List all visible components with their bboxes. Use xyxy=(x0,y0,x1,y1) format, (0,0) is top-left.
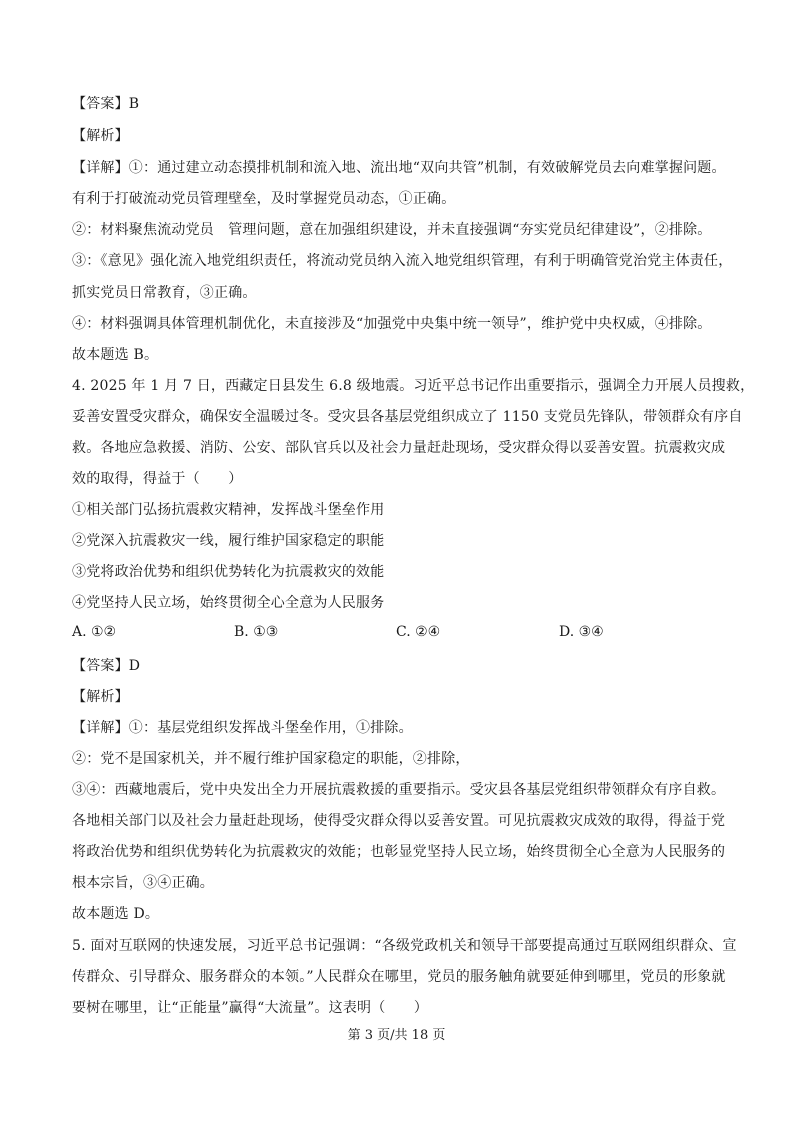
choice-b: B. ①③ xyxy=(234,624,279,640)
text-line: 【详解】①：通过建立动态摸排机制和流入地、流出地“双向共管”机制，有效破解党员去向难掌握问题。 xyxy=(72,160,726,176)
question-4-stem: 4. 2025 年 1 月 7 日，西藏定日县发生 6.8 级地震。习近平总书记作出重要指示，强调全力开展人员搜救， xyxy=(72,378,755,394)
page-footer: 第 3 页/共 18 页 xyxy=(347,1028,446,1043)
choice-a: A. ①② xyxy=(72,624,117,640)
text-line: ③：《意见》强化流入地党组织责任，将流动党员纳入流入地党组织管理，有利于明确管党治党主体责任， xyxy=(72,253,733,269)
statement-2: ②党深入抗震救灾一线，履行维护国家稳定的职能 xyxy=(72,533,385,549)
text-line: 救。各地应急救援、消防、公安、部队官兵以及社会力量赶赴现场，受灾群众得以妥善安置。抗震救灾成 xyxy=(72,440,726,456)
text-line: 故本题选 B。 xyxy=(72,347,159,363)
statement-4: ④党坚持人民立场，始终贯彻全心全意为人民服务 xyxy=(72,595,385,611)
text-line: ④：材料强调具体管理机制优化，未直接涉及“加强党中央集中统一领导”，维护党中央权威，④排除。 xyxy=(72,316,712,332)
text-line: 故本题选 D。 xyxy=(72,906,160,922)
choice-c: C. ②④ xyxy=(396,624,441,640)
question-5-stem: 5. 面对互联网的快速发展，习近平总书记强调：“各级党政机关和领导干部要提高通过互联网组织群众、宣 xyxy=(72,938,737,954)
text-line: 根本宗旨，③④正确。 xyxy=(72,875,214,891)
text-line: 有利于打破流动党员管理壁垒，及时掌握党员动态，①正确。 xyxy=(72,191,456,207)
analysis-label-q3: 【解析】 xyxy=(72,128,129,144)
text-line: ③④：西藏地震后，党中央发出全力开展抗震救援的重要指示。受灾县各基层党组织带领群众有序自救。 xyxy=(72,782,726,798)
analysis-label-q4: 【解析】 xyxy=(72,689,129,705)
text-line: 传群众、引导群众、服务群众的本领。”人民群众在哪里，党员的服务触角就要延伸到哪里，党员的形象就 xyxy=(72,969,726,985)
text-line: 妥善安置受灾群众，确保安全温暖过冬。受灾县各基层党组织成立了 1150 支党员先锋队，带领群众有序自 xyxy=(72,409,743,425)
choice-d: D. ③④ xyxy=(559,624,604,640)
answer-label-q4: 【答案】D xyxy=(72,658,141,674)
answer-choices xyxy=(72,624,732,644)
statement-1: ①相关部门弘扬抗震救灾精神，发挥战斗堡垒作用 xyxy=(72,502,385,518)
text-line: 效的取得，得益于（ ） xyxy=(72,471,243,487)
text-line: ②：材料聚焦流动党员 管理问题，意在加强组织建设，并未直接强调“夯实党员纪律建设”，②排除。 xyxy=(72,222,712,238)
text-line: 抓实党员日常教育，③正确。 xyxy=(72,285,257,301)
text-line: 将政治优势和组织优势转化为抗震救灾的效能；也彰显党坚持人民立场，始终贯彻全心全意为人民服务的 xyxy=(72,844,726,860)
answer-label-q3: 【答案】B xyxy=(72,96,140,112)
text-line: ②：党不是国家机关，并不履行维护国家稳定的职能，②排除， xyxy=(72,751,470,767)
text-line: 要树在哪里，让“正能量”赢得“大流量”。这表明（ ） xyxy=(72,1000,429,1016)
statement-3: ③党将政治优势和组织优势转化为抗震救灾的效能 xyxy=(72,564,385,580)
text-line: 各地相关部门以及社会力量赶赴现场，使得受灾群众得以妥善安置。可见抗震救灾成效的取得，得益于党 xyxy=(72,813,726,829)
text-line: 【详解】①：基层党组织发挥战斗堡垒作用，①排除。 xyxy=(72,720,413,736)
